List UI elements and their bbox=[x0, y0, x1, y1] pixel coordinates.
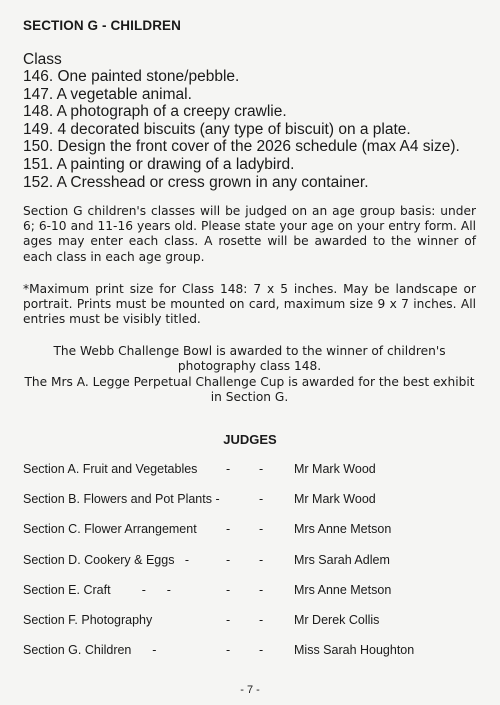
print-size-paragraph: *Maximum print size for Class 148: 7 x 5 inches. May be landscape or portrait. Prints must be mounted on card, maximum size 9 x 7 inches. All entries must be visibly titled. bbox=[23, 282, 476, 327]
webb-bowl-award: The Webb Challenge Bowl is awarded to the winner of children's photography class 148. bbox=[53, 344, 446, 374]
judge-section: Section E. Craft - - bbox=[23, 582, 171, 597]
dash: - bbox=[259, 492, 264, 507]
dash: - bbox=[259, 552, 264, 567]
judge-row bbox=[23, 553, 483, 583]
age-group-paragraph: Section G children's classes will be judged on an age group basis: under 6; 6-10 and 11-16 years old. Please state your age on your entry form. All ages may enter each class. A rosette will be awarded to the winner of each class in each age group. bbox=[23, 204, 476, 264]
judge-section: Section D. Cookery & Eggs - bbox=[23, 552, 190, 567]
dash: - bbox=[226, 582, 231, 597]
judge-name: Mrs Anne Metson bbox=[294, 582, 392, 597]
dash: - bbox=[226, 643, 231, 658]
dash: - bbox=[259, 612, 264, 627]
judge-section: Section F. Photography bbox=[23, 612, 153, 627]
legge-cup-award: The Mrs A. Legge Perpetual Challenge Cup is awarded for the best exhibit in Section G. bbox=[24, 375, 475, 405]
class-item: 147. A vegetable animal. bbox=[23, 85, 192, 103]
dash: - bbox=[226, 522, 231, 537]
judge-name: Mr Mark Wood bbox=[294, 492, 376, 507]
judges-heading: JUDGES bbox=[223, 432, 277, 447]
judge-name: Mrs Sarah Adlem bbox=[294, 552, 390, 567]
class-list bbox=[23, 68, 493, 191]
dash: - bbox=[226, 612, 231, 627]
dash: - bbox=[259, 462, 264, 476]
judges-list bbox=[23, 462, 483, 673]
class-block bbox=[23, 51, 493, 191]
dash: - bbox=[259, 643, 264, 658]
class-item: 149. 4 decorated biscuits (any type of biscuit) on a plate. bbox=[23, 120, 411, 138]
judge-row bbox=[23, 613, 483, 643]
judge-name: Mrs Anne Metson bbox=[294, 522, 392, 537]
class-item: 152. A Cresshead or cress grown in any container. bbox=[23, 173, 369, 191]
page-number: - 7 - bbox=[240, 684, 260, 696]
class-item: 148. A photograph of a creepy crawlie. bbox=[23, 103, 287, 121]
judge-row bbox=[23, 462, 483, 492]
judge-section: Section G. Children - bbox=[23, 643, 157, 658]
dash: - bbox=[226, 462, 231, 476]
judge-section: Section B. Flowers and Pot Plants - bbox=[23, 492, 220, 507]
dash: - bbox=[259, 582, 264, 597]
judge-name: Mr Derek Collis bbox=[294, 612, 380, 627]
judge-name: Miss Sarah Houghton bbox=[294, 643, 415, 658]
judge-row bbox=[23, 583, 483, 613]
judge-row bbox=[23, 522, 483, 552]
judge-section: Section A. Fruit and Vegetables bbox=[23, 462, 198, 476]
section-heading: SECTION G - CHILDREN bbox=[23, 18, 182, 33]
dash: - bbox=[226, 552, 231, 567]
judge-section: Section C. Flower Arrangement bbox=[23, 522, 197, 537]
judge-row bbox=[23, 643, 483, 673]
class-item: 151. A painting or drawing of a ladybird. bbox=[23, 155, 295, 173]
class-item: 150. Design the front cover of the 2026 schedule (max A4 size). bbox=[23, 138, 460, 156]
class-item: 146. One painted stone/pebble. bbox=[23, 68, 240, 85]
judge-row bbox=[23, 492, 483, 522]
dash: - bbox=[259, 522, 264, 537]
judge-name: Mr Mark Wood bbox=[294, 462, 376, 476]
class-title: Class bbox=[23, 51, 62, 68]
